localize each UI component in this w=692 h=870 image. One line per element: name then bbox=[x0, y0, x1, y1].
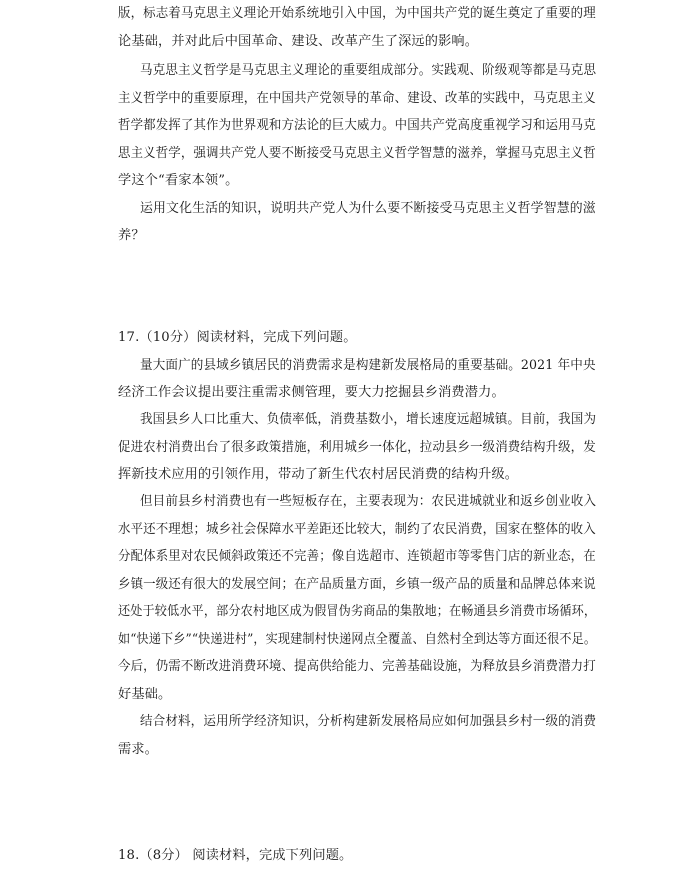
question-17-p2-line-2: 促进农村消费出台了很多政策措施，利用城乡一体化，拉动县乡一级消费结构升级，发 bbox=[118, 440, 596, 455]
question-17-p3-line-8: 好基础。 bbox=[118, 687, 172, 702]
question-17-p2-line-3: 挥新技术应用的引领作用，带动了新生代农村居民消费的结构升级。 bbox=[118, 467, 519, 482]
question-17-p3-line-7: 今后，仍需不断改进消费环境、提高供给能力、完善基础设施，为释放县乡消费潜力打 bbox=[118, 659, 596, 674]
passage-16-p2-line-5: 学这个“看家本领”。 bbox=[118, 173, 239, 188]
passage-16-p1-line-2: 论基础，并对此后中国革命、建设、改革产生了深远的影响。 bbox=[118, 34, 479, 49]
question-17-line-1: 结合材料，运用所学经济知识，分析构建新发展格局应如何加强县乡村一级的消费 bbox=[140, 714, 597, 729]
question-17-header: 17.（10分）阅读材料，完成下列问题。 bbox=[118, 330, 357, 345]
passage-16-p2-line-3: 哲学都发挥了其作为世界观和方法论的巨大威力。中国共产党高度重视学习和运用马克 bbox=[118, 118, 596, 133]
passage-16-p2-line-2: 主义哲学中的重要原理，在中国共产党领导的革命、建设、改革的实践中，马克思主义 bbox=[118, 91, 596, 106]
question-17-p2-line-1: 我国县乡人口比重大、负债率低，消费基数小，增长速度远超城镇。目前，我国为 bbox=[140, 412, 597, 427]
passage-16-p1-line-1: 版，标志着马克思主义理论开始系统地引入中国，为中国共产党的诞生奠定了重要的理 bbox=[118, 6, 596, 21]
question-17-p3-line-1: 但目前县乡村消费也有一些短板存在，主要表现为：农民进城就业和返乡创业收入 bbox=[140, 494, 597, 509]
question-17-p3-line-6: 如“快递下乡”“快递进村”，实现建制村快递网点全覆盖、自然村全到达等方面还很不足。 bbox=[118, 632, 597, 647]
question-17-p1-line-1: 量大面广的县域乡镇居民的消费需求是构建新发展格局的重要基础。2021 年中央 bbox=[140, 358, 596, 373]
question-17-line-2: 需求。 bbox=[118, 742, 159, 757]
question-18-header: 18.（8分） 阅读材料，完成下列问题。 bbox=[118, 848, 353, 863]
question-17-p3-line-4: 乡镇一级还有很大的发展空间；在产品质量方面，乡镇一级产品的质量和品牌总体来说 bbox=[118, 577, 596, 592]
passage-16-p2-line-4: 思主义哲学，强调共产党人要不断接受马克思主义哲学智慧的滋养，掌握马克思主义哲 bbox=[118, 146, 596, 161]
question-17-p3-line-3: 分配体系里对农民倾斜政策还不完善；像自选超市、连锁超市等零售门店的新业态，在 bbox=[118, 549, 596, 564]
question-16-line-1: 运用文化生活的知识，说明共产党人为什么要不断接受马克思主义哲学智慧的滋 bbox=[140, 201, 596, 216]
question-17-p1-line-2: 经济工作会议提出要注重需求侧管理，要大力挖掘县乡消费潜力。 bbox=[118, 385, 505, 400]
passage-16-p2-line-1: 马克思主义哲学是马克思主义理论的重要组成部分。实践观、阶级观等都是马克思 bbox=[140, 63, 597, 78]
question-17-p3-line-5: 还处于较低水平，部分农村地区成为假冒伪劣商品的集散地；在畅通县乡消费市场循环， bbox=[118, 604, 597, 619]
question-17-p3-line-2: 水平还不理想；城乡社会保障水平差距还比较大，制约了农民消费，国家在整体的收入 bbox=[118, 522, 596, 537]
question-16-line-2: 养？ bbox=[118, 228, 145, 243]
